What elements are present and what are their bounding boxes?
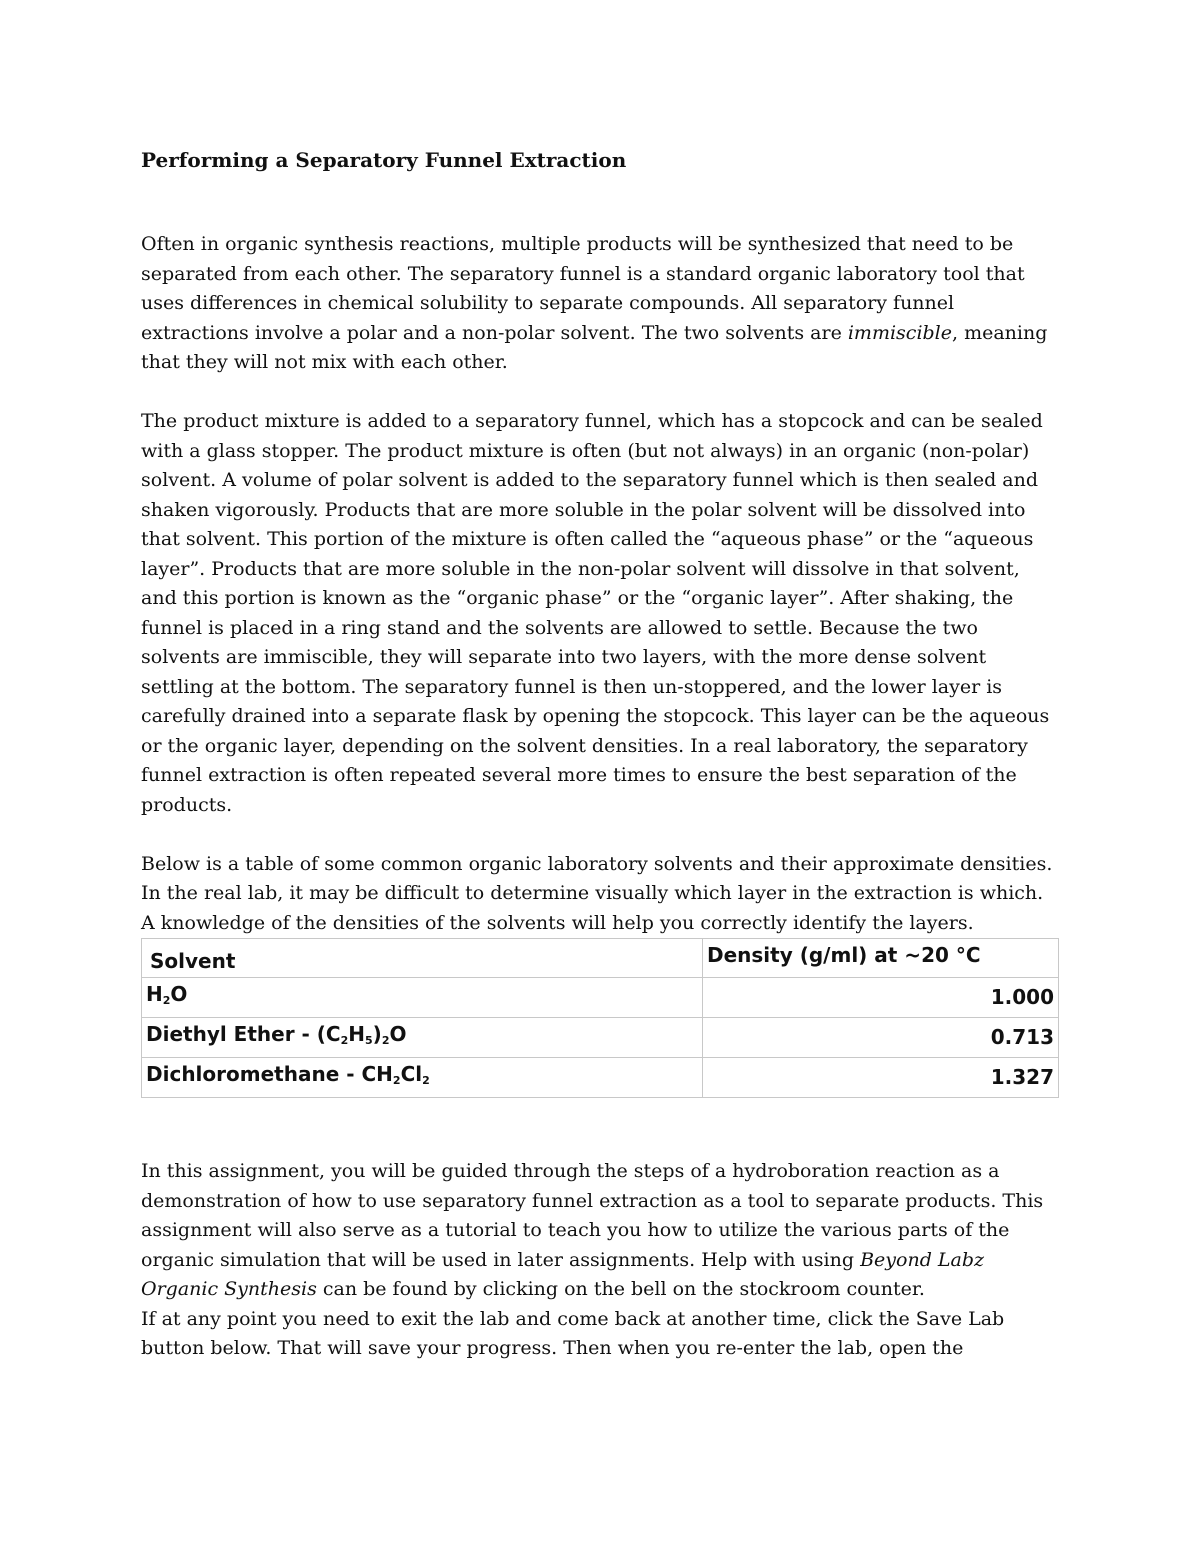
intro-paragraph [141,230,1061,378]
density-cell: 1.327 [703,1058,1059,1098]
table-header-row [142,939,1059,978]
table-row [142,978,1059,1018]
header-density: Density (g/ml) at ~20 °C [703,939,1059,978]
assignment-paragraph [141,1157,1061,1305]
page-title: Performing a Separatory Funnel Extraction [141,148,627,172]
assignment-text-2: can be found by clicking on the bell on the stockroom counter. [316,1278,925,1300]
paragraph-gap [141,1098,1061,1157]
assignment-text-1: In this assignment, you will be guided through the steps of a hydroboration reaction as a demonstration of how to use separatory funnel extraction as a tool to separate products. This assignment will also serve as a tutorial to teach you how to utilize the various parts of the organic simulation that will be used in later assignments. Help with using [141,1160,1044,1271]
intro-italic-term: immiscible [847,321,952,344]
intro-text-2: , meaning that they will not mix with each other. [141,321,1048,373]
paragraph-gap [141,378,1061,408]
header-solvent: Solvent [142,939,703,978]
solvent-cell: Dichloromethane - $CH_2Cl_2$ [142,1058,703,1098]
table-row [142,1058,1059,1098]
solvent-density-table [141,938,1059,1098]
procedure-paragraph: The product mixture is added to a separatory funnel, which has a stopcock and can be sealed with a glass stopper. The product mixture is often (but not always) in an organic (non-polar) solvent. A volume of polar solvent is added to the separatory funnel which is then sealed and shaken vigorously. Products that are more soluble in the polar solvent will be dissolved into that solvent. This portion of the mixture is often called the “aqueous phase” or the “aqueous layer”. Products that are more soluble in the non-polar solvent will dissolve in that solvent, and this portion is known as the “organic phase” or the “organic layer”. After shaking, the funnel is placed in a ring stand and the solvents are allowed to settle. Because the two solvents are immiscible, they will separate into two layers, with the more dense solvent settling at the bottom. The separatory funnel is then un-stoppered, and the lower layer is carefully drained into a separate flask by opening the stopcock. This layer can be the aqueous or the organic layer, depending on the solvent densities. In a real laboratory, the separatory funnel extraction is often repeated several more times to ensure the best separation of the products. [141,410,1050,816]
solvent-cell: $H_2O$ [142,978,703,1018]
document-page [141,140,1061,1364]
paragraph-gap [141,820,1061,850]
density-cell: 1.000 [703,978,1059,1018]
save-lab-paragraph: If at any point you need to exit the lab and come back at another time, click the Save Lab button below. That will save your progress. Then when you re-enter the lab, open the [141,1307,1005,1359]
table-row [142,1018,1059,1058]
solvent-cell: Diethyl Ether - $(C_2H_5)_2O$ [142,1018,703,1058]
density-cell: 0.713 [703,1018,1059,1058]
software-name: Beyond Labz Organic Synthesis [141,1248,985,1300]
intro-text-1: Often in organic synthesis reactions, multiple products will be synthesized that need to be separated from each other. The separatory funnel is a standard organic laboratory tool that uses differences in chemical solubility to separate compounds. All separatory funnel extractions involve a polar and a non-polar solvent. The two solvents are [141,233,1025,344]
table-intro-paragraph: Below is a table of some common organic laboratory solvents and their approximate densities. In the real lab, it may be difficult to determine visually which layer in the extraction is which. A knowledge of the densities of the solvents will help you correctly identify the layers. [141,852,1053,934]
